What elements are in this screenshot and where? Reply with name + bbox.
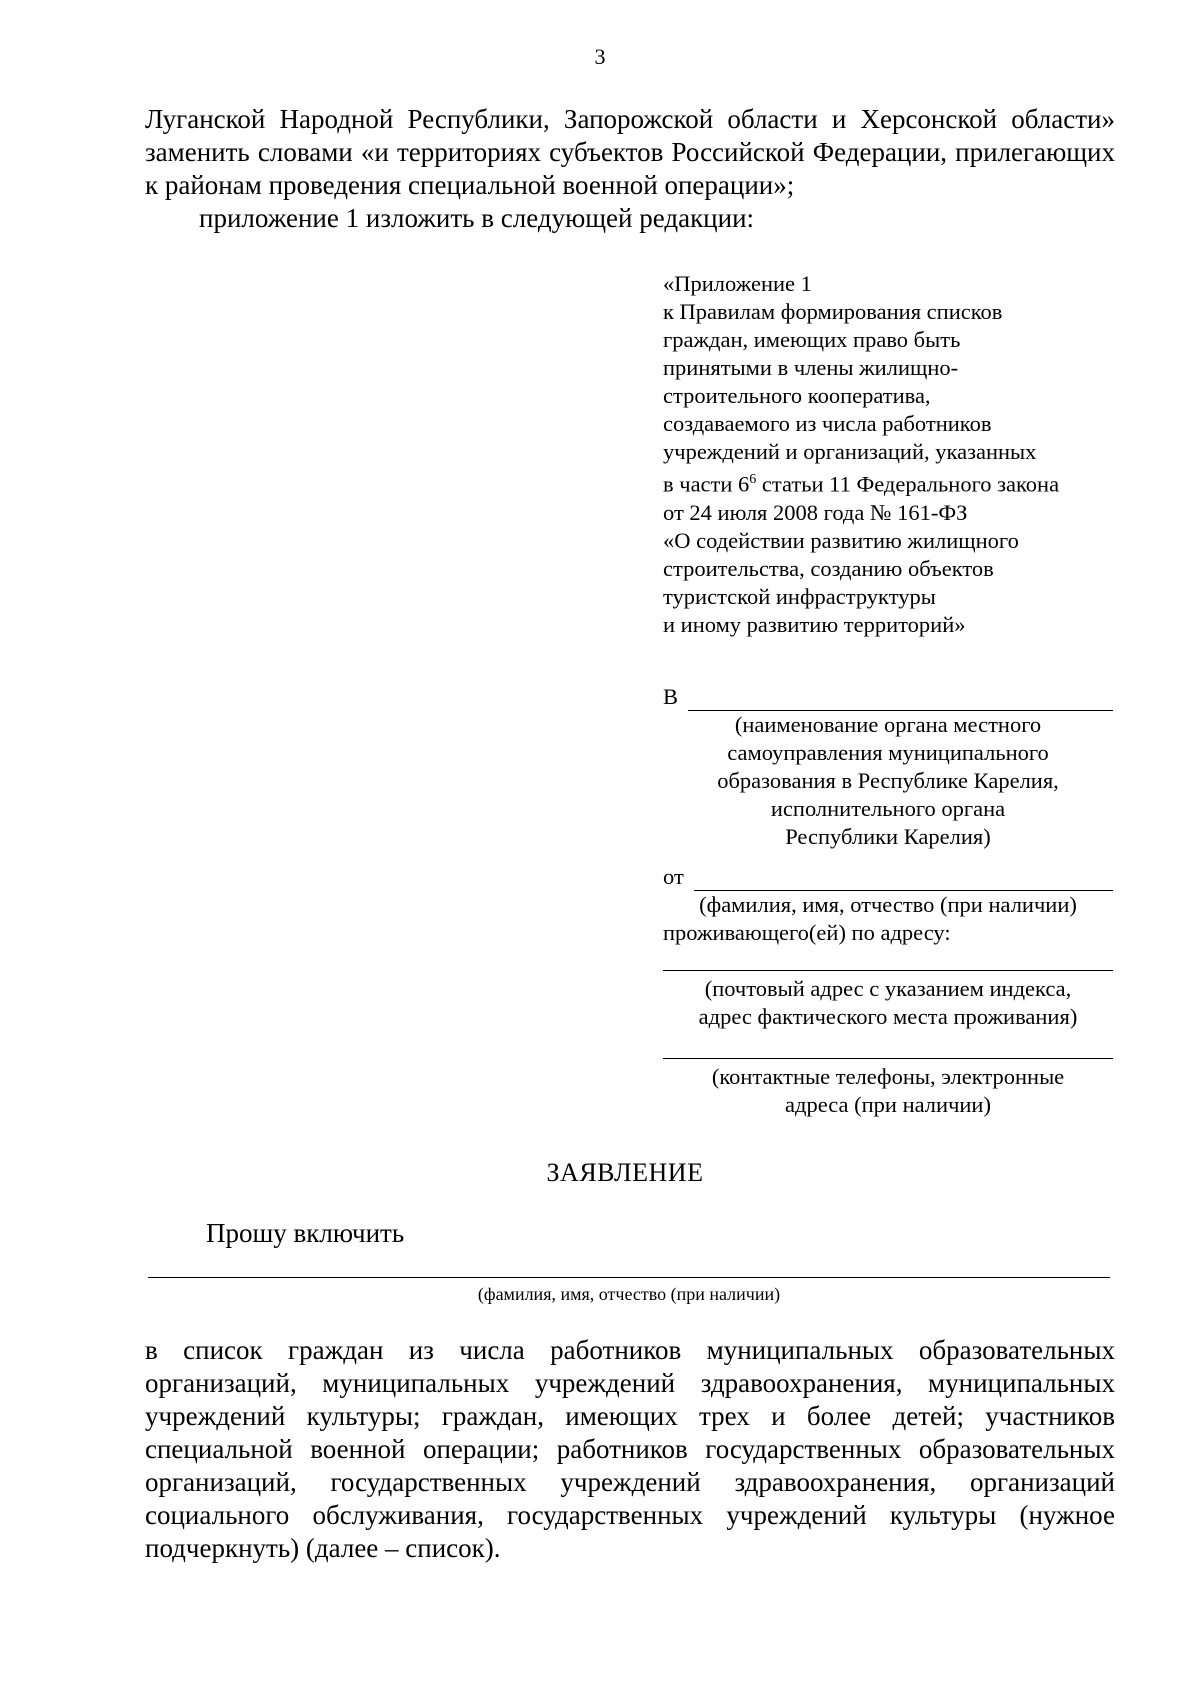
- applicant-name-caption: (фамилия, имя, отчество (при наличии): [477, 1284, 781, 1304]
- recipient-caption: самоуправления муниципального: [727, 740, 1049, 765]
- applicant-name-field[interactable]: [148, 1277, 1110, 1278]
- appendix-note-line: строительного кооператива,: [663, 383, 931, 408]
- contacts-caption: адреса (при наличии): [785, 1092, 991, 1117]
- appendix-note: [663, 270, 1123, 639]
- appendix-note-line: к Правилам формирования списков: [663, 299, 1003, 324]
- request-text: Прошу включить: [206, 1218, 405, 1248]
- document-title: ЗАЯВЛЕНИЕ: [546, 1158, 704, 1187]
- appendix-instruction: приложение 1 изложить в следующей редакции:: [199, 203, 755, 233]
- appendix-note-line: строительства, созданию объектов: [663, 555, 994, 581]
- appendix-note-line: туристской инфраструктуры: [663, 583, 936, 609]
- list-paragraph: [145, 1334, 1115, 1565]
- sender-block: [663, 863, 1113, 1119]
- sender-label: от: [663, 864, 684, 889]
- recipient-label: В: [663, 684, 679, 709]
- recipient-caption: образования в Республике Карелия,: [717, 768, 1059, 793]
- sender-field[interactable]: [694, 868, 1113, 891]
- appendix-note-line: принятыми в члены жилищно-: [663, 355, 959, 380]
- appendix-note-line: создаваемого из числа работников: [663, 411, 992, 436]
- appendix-note-line: учреждений и организаций, указанных: [663, 439, 1037, 464]
- intro-paragraph: Луганской Народной Республики, Запорожской области и Херсонской области» заменить словами «и территориях субъектов Российской Федерации, прилегающих к районам проведения специальной военной операции»;: [145, 104, 1115, 200]
- page-number: 3: [594, 44, 606, 69]
- intro-section: [145, 103, 1115, 235]
- appendix-note-line: от 24 июля 2008 года № 161-ФЗ: [663, 499, 968, 525]
- address-caption: адрес фактического места проживания): [698, 1004, 1078, 1029]
- appendix-note-line: [663, 466, 1123, 499]
- contacts-field[interactable]: [663, 1057, 1113, 1059]
- appendix-note-line: «Приложение 1: [663, 271, 812, 296]
- appendix-note-line: и иному развитию территорий»: [663, 611, 966, 637]
- recipient-caption: (наименование органа местного: [734, 712, 1042, 737]
- recipient-field[interactable]: [688, 688, 1113, 711]
- recipient-caption: Республики Карелия): [785, 824, 991, 849]
- recipient-block: [663, 683, 1113, 851]
- superscript: 6: [749, 472, 757, 487]
- appendix-note-text: в части 6: [663, 471, 750, 497]
- address-field[interactable]: [663, 969, 1113, 971]
- contacts-caption: (контактные телефоны, электронные: [711, 1064, 1065, 1089]
- recipient-row: [663, 683, 1113, 711]
- appendix-note-text: статьи 11 Федерального закона: [756, 471, 1060, 497]
- recipient-caption: исполнительного органа: [770, 796, 1006, 821]
- sender-caption: (фамилия, имя, отчество (при наличии): [699, 892, 1077, 917]
- appendix-note-line: «О содействии развитию жилищного: [663, 527, 1019, 553]
- address-caption: (почтовый адрес с указанием индекса,: [704, 976, 1072, 1001]
- address-label: проживающего(ей) по адресу:: [663, 920, 951, 945]
- list-paragraph-text: в список граждан из числа работников муниципальных образовательных организаций, муниципальных учреждений здравоохранения, муниципальных учреждений культуры; граждан, имеющих трех и более детей; участников специальной военной операции; работников государственных образовательных организаций, государственных учреждений здравоохранения, организаций социального обслуживания, государственных учреждений культуры (нужное подчеркнуть) (далее – список).: [145, 1335, 1115, 1563]
- sender-row: [663, 863, 1113, 891]
- appendix-note-line: граждан, имеющих право быть: [663, 327, 961, 352]
